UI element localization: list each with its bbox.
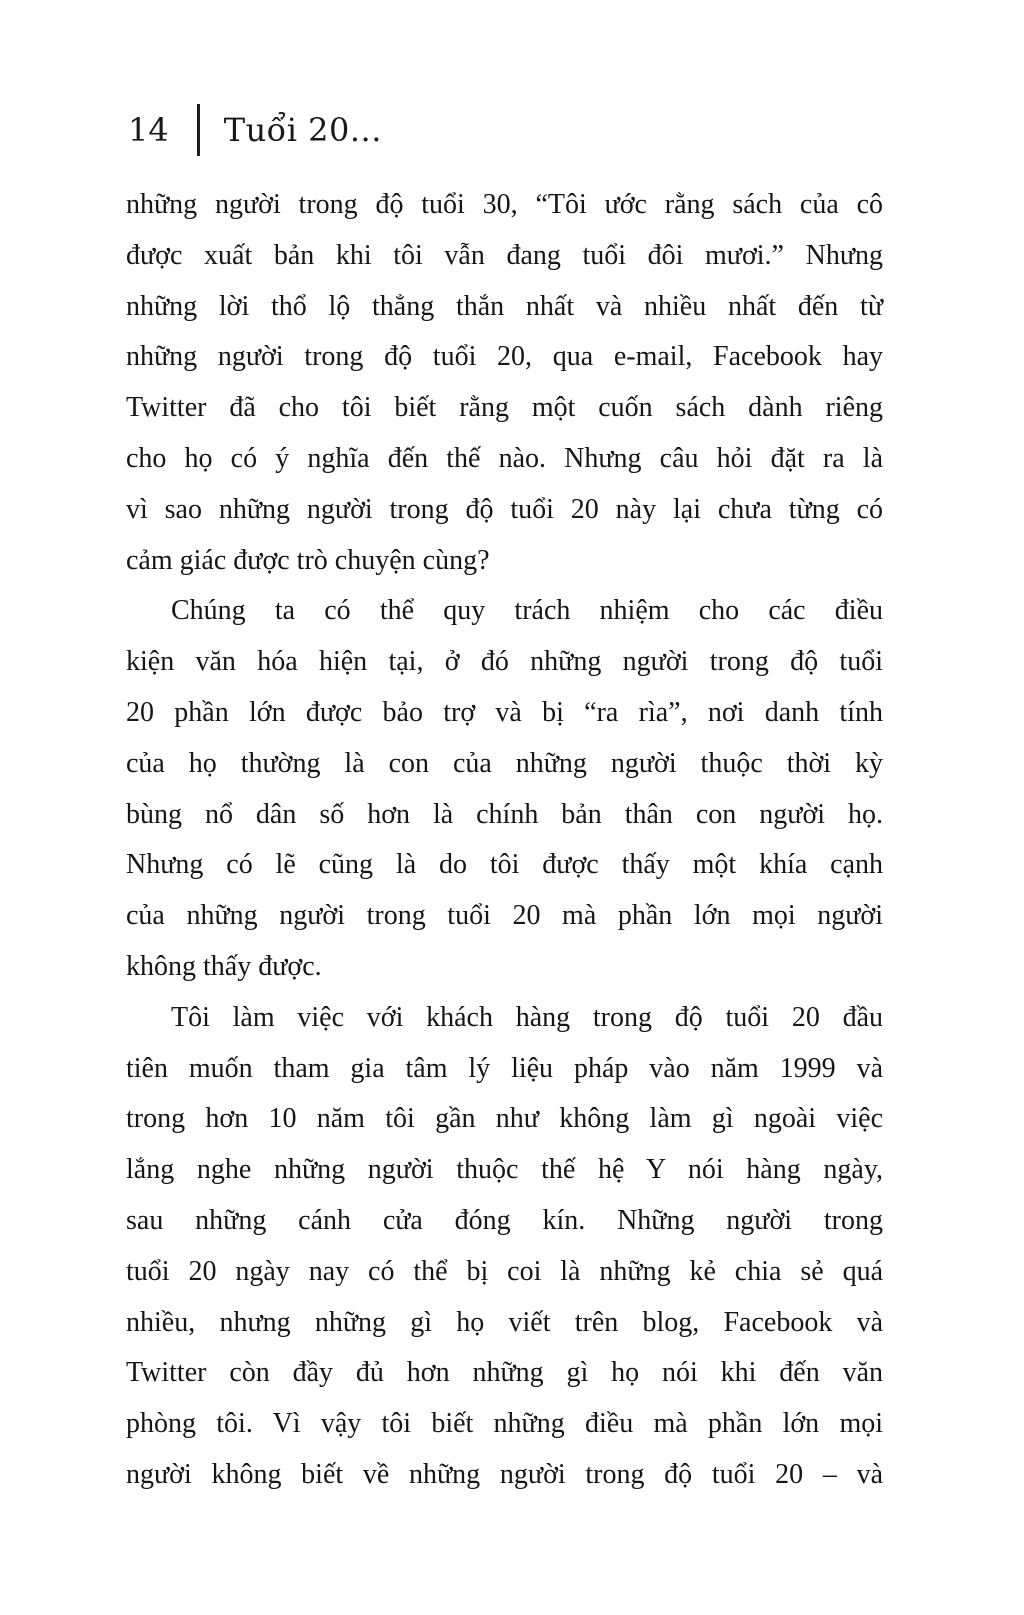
text-line: bùng nổ dân số hơn là chính bản thân con người họ. xyxy=(126,798,883,830)
text-line: không thấy được. xyxy=(126,950,322,982)
text-line: được xuất bản khi tôi vẫn đang tuổi đôi mươi.” Nhưng xyxy=(126,239,883,271)
text-line: nhiều, nhưng những gì họ viết trên blog, Facebook và xyxy=(126,1306,883,1338)
text-line: tuổi 20 ngày nay có thể bị coi là những kẻ chia sẻ quá xyxy=(126,1255,883,1287)
text-line: Twitter còn đầy đủ hơn những gì họ nói khi đến văn xyxy=(126,1357,883,1389)
page-number: 14 xyxy=(128,111,169,149)
text-line: trong hơn 10 năm tôi gần như không làm gì ngoài việc xyxy=(126,1103,883,1135)
text-line: 20 phần lớn được bảo trợ và bị “ra rìa”, nơi danh tính xyxy=(126,696,883,728)
header-divider xyxy=(197,104,200,156)
text-line: Nhưng có lẽ cũng là do tôi được thấy một khía cạnh xyxy=(126,849,883,881)
text-line: kiện văn hóa hiện tại, ở đó những người trong độ tuổi xyxy=(126,646,883,678)
text-line: sau những cánh cửa đóng kín. Những người trong xyxy=(126,1204,883,1236)
text-line: người không biết về những người trong độ tuổi 20 – và xyxy=(126,1458,883,1490)
text-line: Tôi làm việc với khách hàng trong độ tuổi 20 đầu xyxy=(171,1001,883,1033)
text-line: tiên muốn tham gia tâm lý liệu pháp vào năm 1999 và xyxy=(126,1052,883,1084)
text-line: Chúng ta có thể quy trách nhiệm cho các điều xyxy=(171,595,883,627)
text-line: những lời thổ lộ thẳng thắn nhất và nhiều nhất đến từ xyxy=(126,290,883,322)
page-body xyxy=(126,180,883,1501)
running-title: Tuổi 20... xyxy=(223,111,382,149)
page-header xyxy=(128,100,382,160)
text-line: Twitter đã cho tôi biết rằng một cuốn sách dành riêng xyxy=(126,392,883,424)
text-line: của họ thường là con của những người thuộc thời kỳ xyxy=(126,747,883,779)
text-line: cảm giác được trò chuyện cùng? xyxy=(126,544,490,576)
text-line: phòng tôi. Vì vậy tôi biết những điều mà phần lớn mọi xyxy=(126,1408,883,1440)
text-line: những người trong độ tuổi 30, “Tôi ước rằng sách của cô xyxy=(126,189,883,220)
text-line: vì sao những người trong độ tuổi 20 này lại chưa từng có xyxy=(126,493,883,525)
text-line: lắng nghe những người thuộc thế hệ Y nói hàng ngày, xyxy=(126,1154,883,1186)
text-line: cho họ có ý nghĩa đến thế nào. Nhưng câu hỏi đặt ra là xyxy=(126,442,883,474)
text-line: của những người trong tuổi 20 mà phần lớn mọi người xyxy=(126,900,883,932)
text-line: những người trong độ tuổi 20, qua e-mail, Facebook hay xyxy=(126,341,883,373)
